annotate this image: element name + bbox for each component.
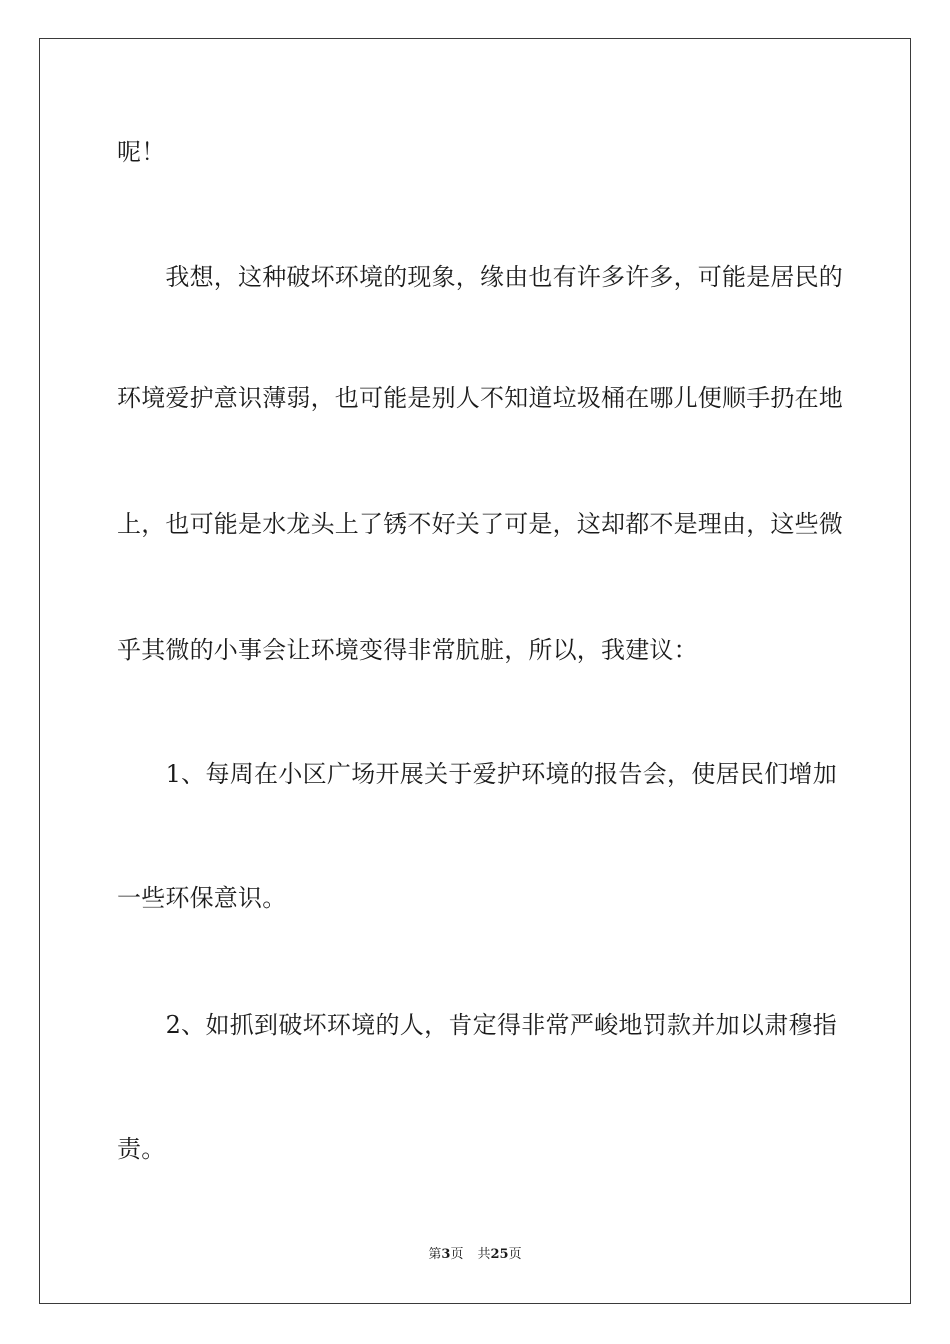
page-footer (0, 1246, 950, 1264)
text-line-5: 乎其微的小事会让环境变得非常肮脏，所以，我建议： (117, 636, 698, 664)
footer-page-prefix: 第 (428, 1247, 442, 1262)
text-line-2: 我想，这种破坏环境的现象，缘由也有许多许多，可能是居民的 (117, 263, 843, 291)
text-line-1: 呢！ (117, 138, 166, 166)
page-border (39, 38, 911, 1304)
footer-total-suffix: 页 (508, 1247, 522, 1262)
text-line-8: 2、如抓到破坏环境的人，肯定得非常严峻地罚款并加以肃穆指 (117, 1011, 837, 1039)
text-line-7: 一些环保意识。 (117, 884, 287, 912)
footer-page-suffix: 页 (450, 1247, 464, 1262)
footer-total-pages: 25 (490, 1247, 509, 1262)
text-line-6: 1、每周在小区广场开展关于爱护环境的报告会，使居民们增加 (117, 760, 837, 788)
text-line-4: 上，也可能是水龙头上了锈不好关了可是，这却都不是理由，这些微 (117, 510, 843, 538)
text-line-9: 责。 (117, 1135, 166, 1163)
footer-total-prefix: 共 (477, 1247, 491, 1262)
footer-page-number: 3 (441, 1247, 451, 1262)
text-line-3: 环境爱护意识薄弱，也可能是别人不知道垃圾桶在哪儿便顺手扔在地 (117, 384, 843, 412)
